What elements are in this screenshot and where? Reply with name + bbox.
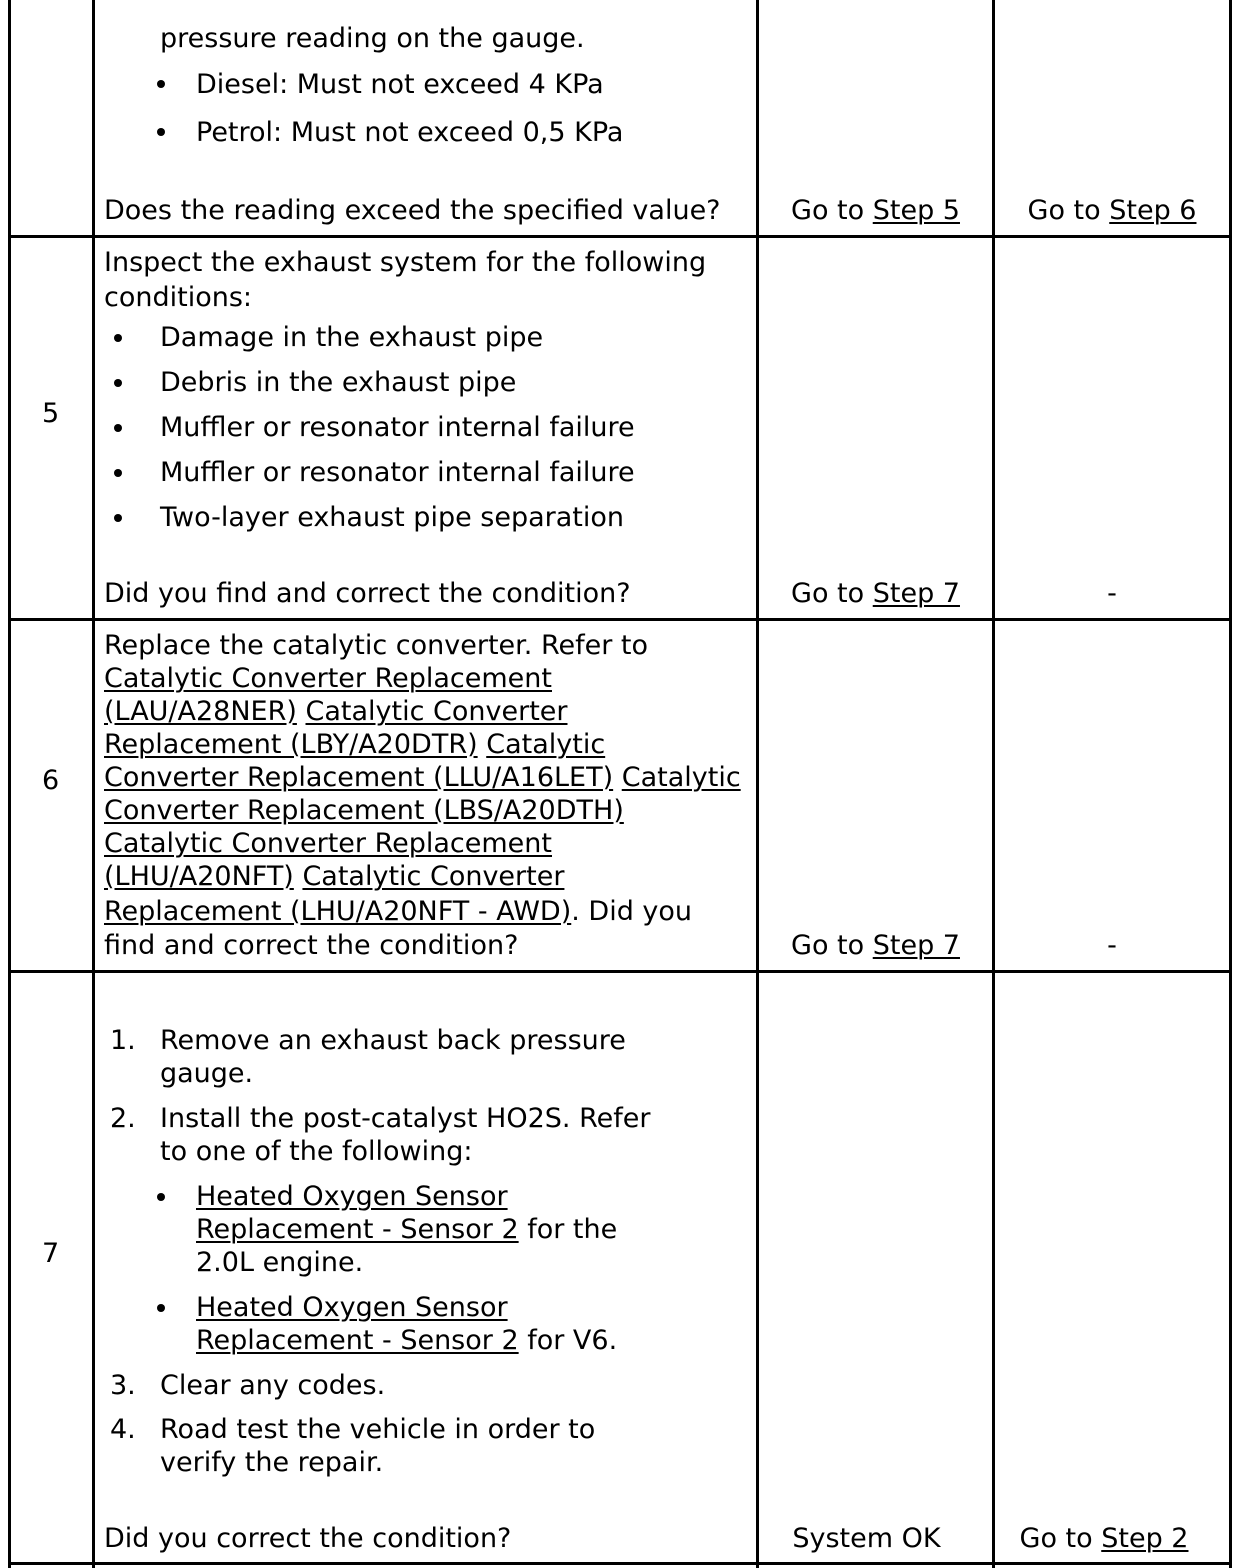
- bullet-icon: [114, 469, 122, 477]
- row-divider: [8, 235, 1232, 238]
- no-prefix: Go to: [1027, 195, 1110, 226]
- list-item: Install the post-catalyst HO2S. Refer: [160, 1103, 651, 1134]
- row-divider: [8, 970, 1232, 973]
- link-line: [104, 728, 605, 761]
- link-line: [196, 1213, 617, 1246]
- link-line: [196, 1291, 508, 1324]
- bullet-icon: [157, 1304, 165, 1312]
- question-text: Did you correct the condition?: [104, 1523, 512, 1554]
- bullet-icon: [157, 80, 165, 88]
- yes-prefix: Go to: [791, 930, 873, 961]
- list-item: Road test the vehicle in order to: [160, 1414, 596, 1445]
- catalytic-converter-llu-link[interactable]: Converter Replacement (LLU/A16LET): [104, 762, 614, 793]
- list-item: to one of the following:: [160, 1136, 473, 1167]
- catalytic-converter-lhu-link[interactable]: (LHU/A20NFT): [104, 861, 294, 892]
- question-text: find and correct the condition?: [104, 930, 519, 961]
- list-item: Two-layer exhaust pipe separation: [160, 502, 625, 533]
- catalytic-converter-lhu-awd-link[interactable]: Replacement (LHU/A20NFT - AWD): [104, 896, 572, 927]
- link-line: [104, 895, 692, 928]
- sub-item-text: for the: [518, 1214, 618, 1245]
- action-text: . Did you: [571, 896, 693, 927]
- sub-item-text: for V6.: [518, 1325, 618, 1356]
- link-line: [196, 1324, 617, 1357]
- bullet-icon: [114, 334, 122, 342]
- catalytic-converter-lau-link[interactable]: (LAU/A28NER): [104, 696, 297, 727]
- heated-oxygen-sensor-link[interactable]: Heated Oxygen Sensor: [196, 1181, 508, 1212]
- no-cell: [995, 1522, 1213, 1555]
- step-number: 5: [42, 398, 60, 429]
- list-item: Diesel: Must not exceed 4 KPa: [196, 69, 604, 100]
- row-divider: [8, 618, 1232, 621]
- yes-cell: [759, 194, 992, 227]
- bullet-icon: [157, 128, 165, 136]
- list-item: Petrol: Must not exceed 0,5 KPa: [196, 117, 624, 148]
- link-line: [104, 695, 568, 728]
- question-text: Did you find and correct the condition?: [104, 578, 631, 609]
- catalytic-converter-lau-link[interactable]: Catalytic Converter Replacement: [104, 663, 552, 694]
- list-item: Damage in the exhaust pipe: [160, 322, 544, 353]
- no-cell: -: [1107, 930, 1117, 961]
- catalytic-converter-lhu-awd-link[interactable]: Catalytic Converter: [302, 861, 565, 892]
- list-item: verify the repair.: [160, 1447, 384, 1478]
- step-5-link[interactable]: Step 5: [872, 195, 960, 226]
- list-number: 3.: [110, 1370, 136, 1401]
- step-2-link[interactable]: Step 2: [1101, 1523, 1189, 1554]
- no-prefix: Go to: [1019, 1523, 1102, 1554]
- catalytic-converter-lby-link[interactable]: Catalytic Converter: [305, 696, 568, 727]
- yes-cell: [759, 577, 992, 610]
- catalytic-converter-llu-link[interactable]: Catalytic: [486, 729, 606, 760]
- action-text: conditions:: [104, 282, 252, 313]
- link-line: [196, 1180, 508, 1213]
- question-text: Does the reading exceed the specified value?: [104, 195, 721, 226]
- catalytic-converter-lbs-link[interactable]: Catalytic: [621, 762, 741, 793]
- link-line: [104, 662, 552, 695]
- bullet-icon: [114, 379, 122, 387]
- yes-cell: [759, 929, 992, 962]
- step-7-link[interactable]: Step 7: [872, 930, 960, 961]
- list-item: Clear any codes.: [160, 1370, 386, 1401]
- link-line: [104, 860, 564, 893]
- list-item: Debris in the exhaust pipe: [160, 367, 517, 398]
- catalytic-converter-lhu-link[interactable]: Catalytic Converter Replacement: [104, 828, 552, 859]
- list-number: 1.: [110, 1025, 136, 1056]
- list-number: 2.: [110, 1103, 136, 1134]
- row-divider: [8, 1562, 1232, 1565]
- action-text: pressure reading on the gauge.: [160, 23, 585, 54]
- heated-oxygen-sensor-link[interactable]: Heated Oxygen Sensor: [196, 1292, 508, 1323]
- yes-prefix: Go to: [791, 195, 873, 226]
- list-item: Muffler or resonator internal failure: [160, 412, 635, 443]
- link-line: [104, 827, 552, 860]
- catalytic-converter-lby-link[interactable]: Replacement (LBY/A20DTR): [104, 729, 478, 760]
- bullet-icon: [157, 1193, 165, 1201]
- list-item: gauge.: [160, 1058, 254, 1089]
- action-text: Replace the catalytic converter. Refer to: [104, 630, 649, 661]
- link-line: [104, 794, 624, 827]
- no-cell: [995, 194, 1229, 227]
- heated-oxygen-sensor-link[interactable]: Replacement - Sensor 2: [196, 1325, 519, 1356]
- step-6-link[interactable]: Step 6: [1109, 195, 1197, 226]
- link-line: [104, 761, 741, 794]
- no-cell: -: [1107, 578, 1117, 609]
- bullet-icon: [114, 424, 122, 432]
- yes-cell: System OK: [792, 1523, 941, 1554]
- list-item: Remove an exhaust back pressure: [160, 1025, 626, 1056]
- step-number: 7: [42, 1238, 60, 1269]
- bullet-icon: [114, 514, 122, 522]
- heated-oxygen-sensor-link[interactable]: Replacement - Sensor 2: [196, 1214, 519, 1245]
- yes-prefix: Go to: [791, 578, 873, 609]
- step-number: 6: [42, 765, 60, 796]
- list-item: Muffler or resonator internal failure: [160, 457, 635, 488]
- step-7-link[interactable]: Step 7: [872, 578, 960, 609]
- list-number: 4.: [110, 1414, 136, 1445]
- sub-item-text: 2.0L engine.: [196, 1247, 364, 1278]
- catalytic-converter-lbs-link[interactable]: Converter Replacement (LBS/A20DTH): [104, 795, 624, 826]
- action-text: Inspect the exhaust system for the following: [104, 247, 707, 278]
